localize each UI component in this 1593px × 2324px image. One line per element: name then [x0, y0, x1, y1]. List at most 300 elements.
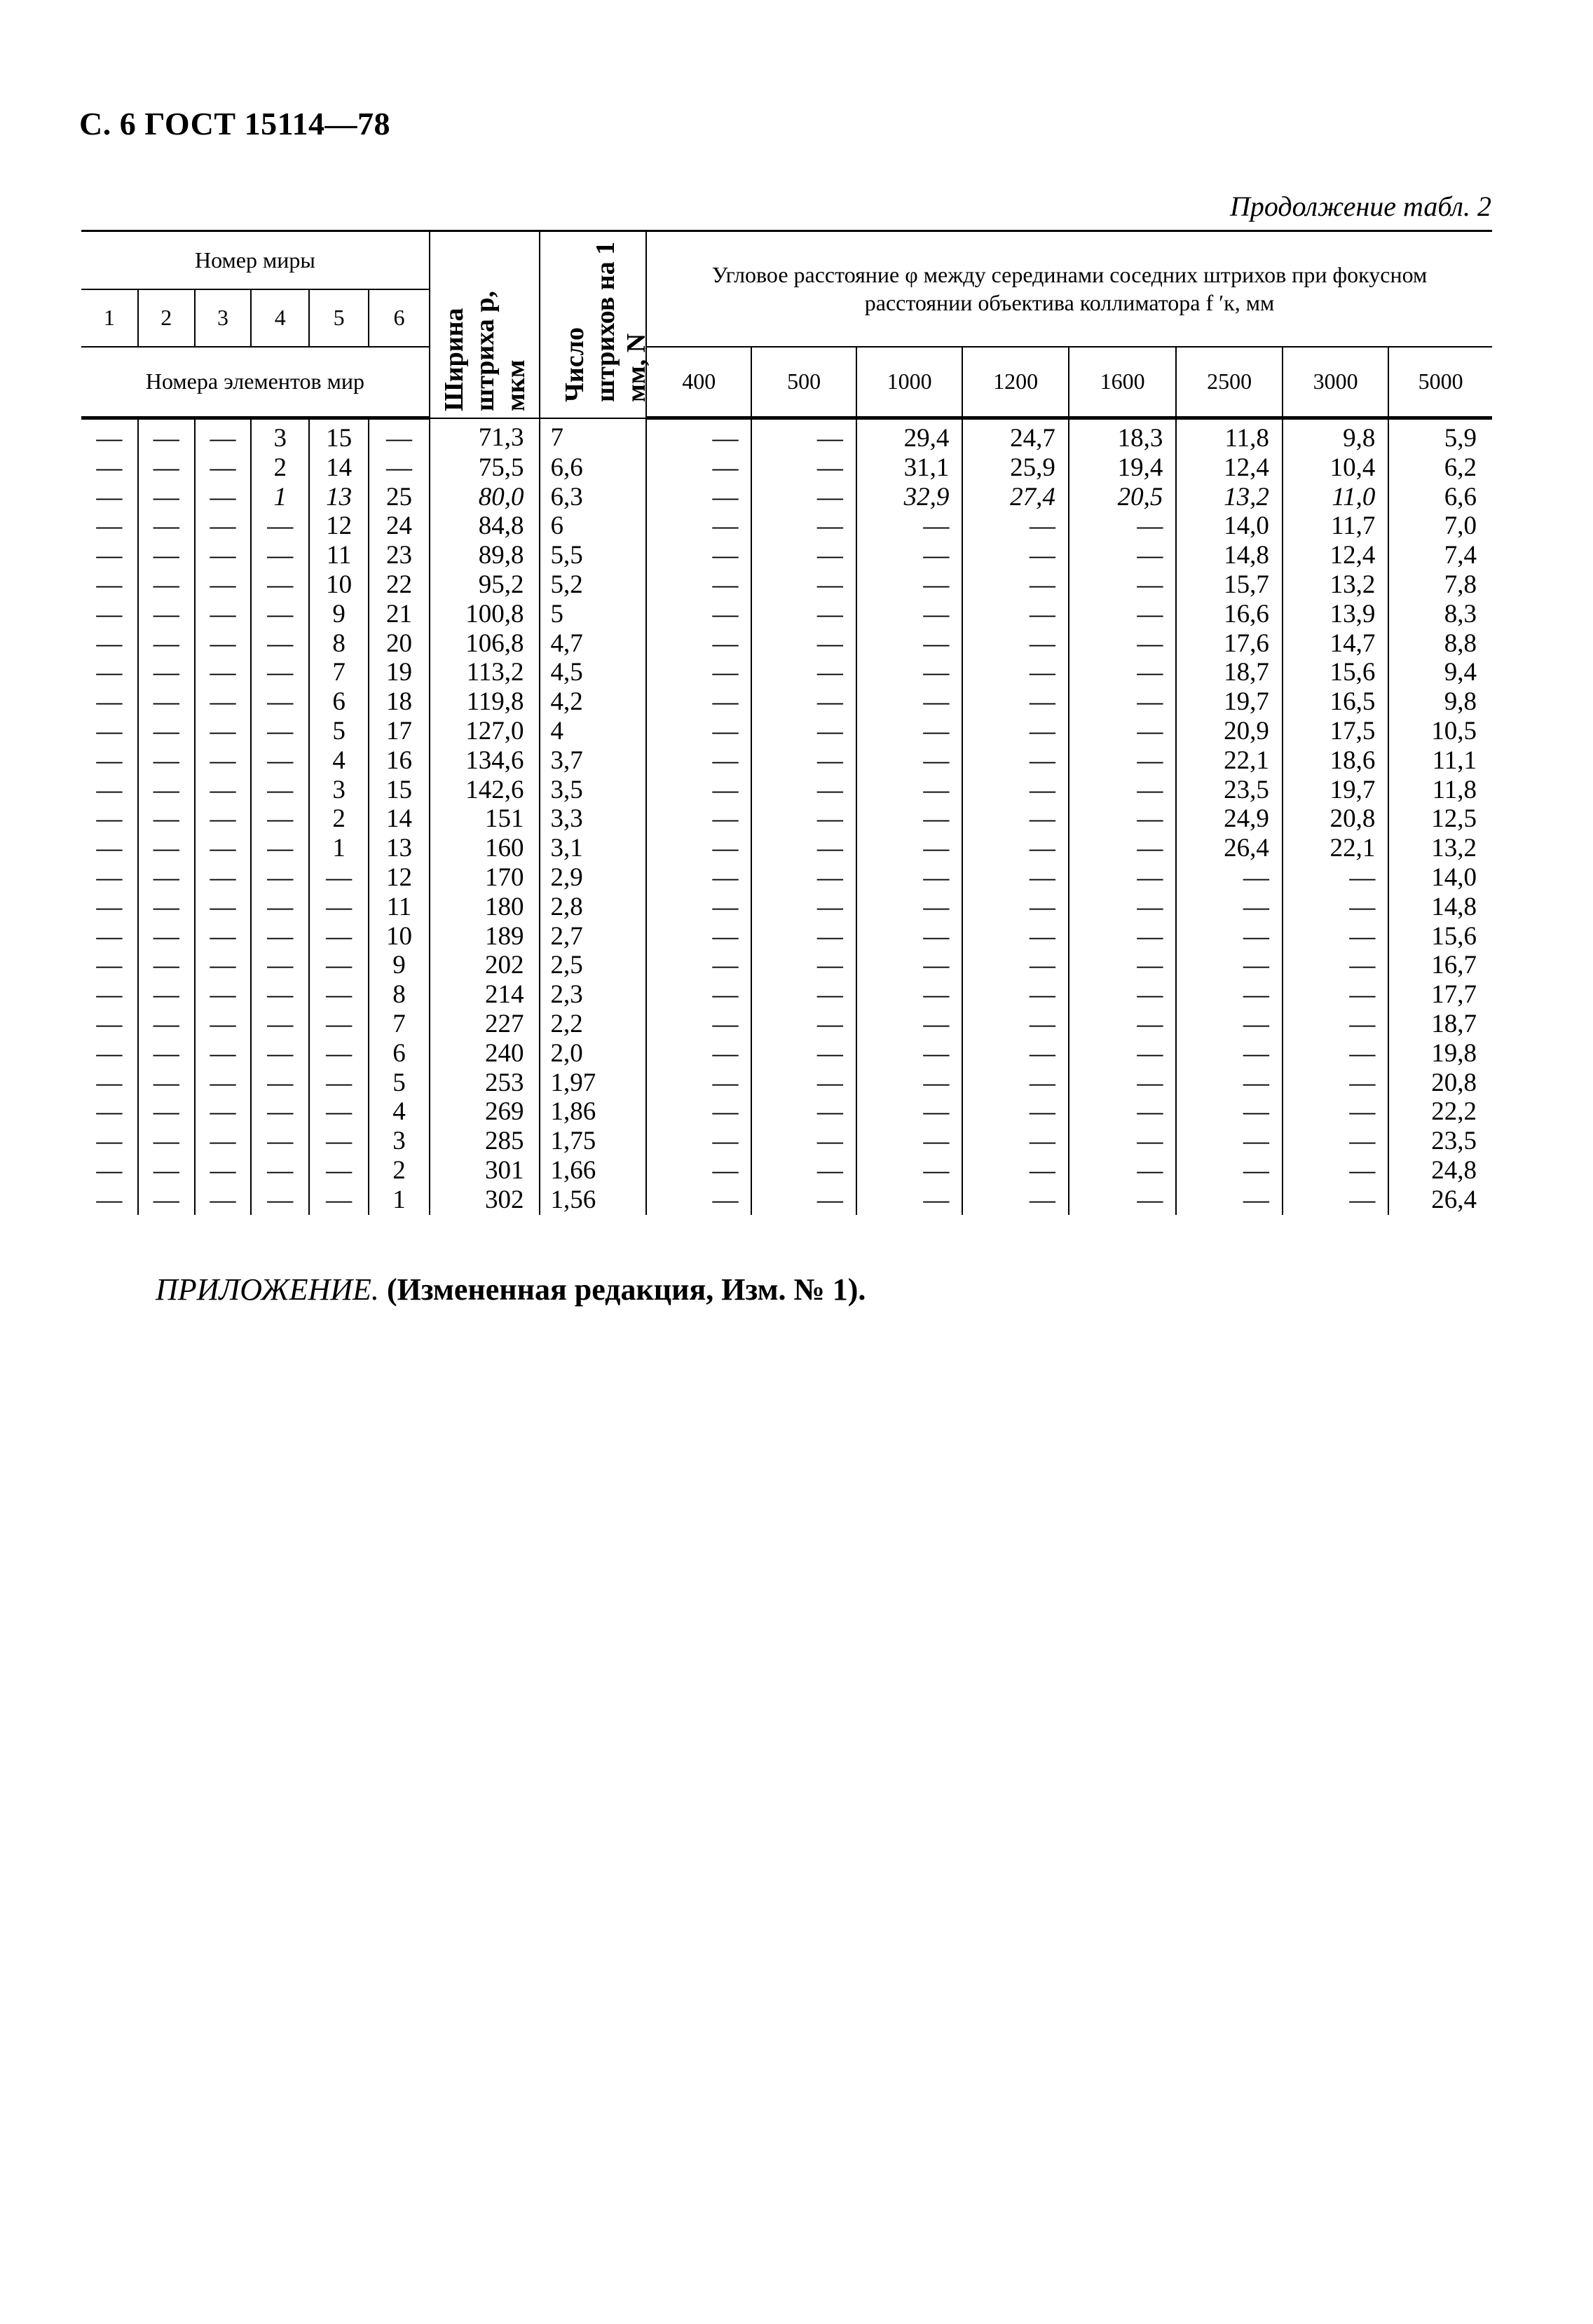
cell-phi-2500: — — [1176, 922, 1282, 951]
cell-mira-3: — — [195, 804, 252, 834]
cell-phi-1600: 18,3 — [1069, 418, 1177, 453]
cell-phi-2500: 19,7 — [1176, 687, 1282, 717]
header-mira-group: Номер миры — [81, 231, 430, 289]
cell-line-count: 7 — [540, 418, 645, 453]
header-line-count — [540, 231, 652, 418]
cell-mira-3: — — [195, 418, 252, 453]
cell-mira-6: 13 — [369, 834, 430, 863]
cell-mira-5: 5 — [309, 717, 369, 746]
cell-phi-400: — — [646, 922, 751, 951]
table-row — [81, 893, 1492, 922]
cell-phi-1600: — — [1069, 541, 1177, 570]
cell-mira-1: — — [81, 1039, 138, 1068]
cell-phi-3000: — — [1283, 1185, 1388, 1215]
cell-phi-400: — — [646, 1068, 751, 1098]
cell-mira-5: — — [309, 951, 369, 980]
cell-mira-5: 11 — [309, 541, 369, 570]
cell-phi-1200: — — [962, 746, 1068, 776]
cell-mira-6: — — [369, 418, 430, 453]
cell-mira-3: — — [195, 980, 252, 1010]
cell-phi-1600: — — [1069, 863, 1177, 893]
cell-line-width: 100,8 — [430, 600, 540, 629]
cell-mira-2: — — [138, 629, 195, 659]
appendix-label: ПРИЛОЖЕНИЕ. — [156, 1272, 379, 1307]
cell-mira-3: — — [195, 658, 252, 687]
cell-phi-2500: — — [1176, 1068, 1282, 1098]
cell-line-width: 240 — [430, 1039, 540, 1068]
cell-mira-1: — — [81, 1156, 138, 1185]
mira-number-5: 5 — [309, 289, 369, 347]
cell-line-count: 2,8 — [540, 893, 645, 922]
cell-mira-1: — — [81, 600, 138, 629]
cell-phi-1600: 19,4 — [1069, 453, 1177, 483]
cell-line-width: 127,0 — [430, 717, 540, 746]
cell-phi-1000: — — [856, 1068, 962, 1098]
cell-phi-5000: 8,8 — [1388, 629, 1492, 659]
focal-2500: 2500 — [1176, 347, 1282, 418]
cell-phi-3000: 11,7 — [1283, 511, 1388, 541]
cell-line-width: 227 — [430, 1010, 540, 1039]
cell-mira-5: 6 — [309, 687, 369, 717]
cell-phi-5000: 13,2 — [1388, 834, 1492, 863]
table-row — [81, 717, 1492, 746]
cell-phi-1600: — — [1069, 717, 1177, 746]
cell-phi-400: — — [646, 1127, 751, 1156]
cell-mira-5: — — [309, 1127, 369, 1156]
cell-phi-1200: — — [962, 863, 1068, 893]
cell-phi-5000: 17,7 — [1388, 980, 1492, 1010]
cell-phi-1600: 20,5 — [1069, 483, 1177, 512]
cell-mira-1: — — [81, 776, 138, 805]
cell-phi-1600: — — [1069, 834, 1177, 863]
cell-phi-1000: — — [856, 1010, 962, 1039]
cell-phi-400: — — [646, 804, 751, 834]
cell-phi-2500: 11,8 — [1176, 418, 1282, 453]
table-row — [81, 834, 1492, 863]
cell-mira-6: 20 — [369, 629, 430, 659]
cell-mira-1: — — [81, 483, 138, 512]
cell-phi-2500: 23,5 — [1176, 776, 1282, 805]
cell-mira-1: — — [81, 804, 138, 834]
cell-phi-400: — — [646, 980, 751, 1010]
cell-phi-5000: 7,4 — [1388, 541, 1492, 570]
cell-phi-5000: 15,6 — [1388, 922, 1492, 951]
cell-line-count: 1,75 — [540, 1127, 645, 1156]
table-row — [81, 658, 1492, 687]
cell-mira-1: — — [81, 1010, 138, 1039]
cell-phi-2500: 12,4 — [1176, 453, 1282, 483]
cell-mira-1: — — [81, 746, 138, 776]
cell-mira-2: — — [138, 746, 195, 776]
cell-mira-4: — — [251, 746, 309, 776]
cell-mira-6: 18 — [369, 687, 430, 717]
cell-phi-500: — — [751, 600, 856, 629]
cell-line-count: 4,5 — [540, 658, 645, 687]
cell-mira-6: 3 — [369, 1127, 430, 1156]
cell-mira-1: — — [81, 922, 138, 951]
cell-phi-3000: 22,1 — [1283, 834, 1388, 863]
cell-mira-4: — — [251, 1127, 309, 1156]
cell-mira-2: — — [138, 1010, 195, 1039]
cell-phi-5000: 5,9 — [1388, 418, 1492, 453]
cell-phi-3000: — — [1283, 1039, 1388, 1068]
cell-line-width: 89,8 — [430, 541, 540, 570]
cell-phi-1200: — — [962, 980, 1068, 1010]
cell-mira-4: — — [251, 717, 309, 746]
cell-phi-3000: 13,9 — [1283, 600, 1388, 629]
cell-line-width: 269 — [430, 1097, 540, 1127]
cell-phi-2500: 13,2 — [1176, 483, 1282, 512]
cell-phi-1200: — — [962, 834, 1068, 863]
cell-phi-5000: 20,8 — [1388, 1068, 1492, 1098]
cell-mira-3: — — [195, 1039, 252, 1068]
cell-mira-6: 12 — [369, 863, 430, 893]
cell-phi-400: — — [646, 746, 751, 776]
cell-phi-1000: — — [856, 629, 962, 659]
cell-mira-6: 4 — [369, 1097, 430, 1127]
cell-phi-500: — — [751, 863, 856, 893]
cell-mira-4: — — [251, 834, 309, 863]
cell-phi-500: — — [751, 1127, 856, 1156]
focal-400: 400 — [646, 347, 751, 418]
cell-mira-3: — — [195, 834, 252, 863]
cell-mira-5: — — [309, 1068, 369, 1098]
cell-phi-400: — — [646, 511, 751, 541]
cell-mira-6: — — [369, 453, 430, 483]
table-row — [81, 483, 1492, 512]
cell-mira-5: 12 — [309, 511, 369, 541]
cell-mira-1: — — [81, 1068, 138, 1098]
cell-phi-1000: — — [856, 863, 962, 893]
cell-phi-500: — — [751, 980, 856, 1010]
cell-phi-3000: 11,0 — [1283, 483, 1388, 512]
cell-phi-500: — — [751, 1039, 856, 1068]
cell-phi-400: — — [646, 418, 751, 453]
cell-mira-4: 2 — [251, 453, 309, 483]
table-row — [81, 746, 1492, 776]
cell-line-width: 253 — [430, 1068, 540, 1098]
cell-mira-1: — — [81, 1185, 138, 1215]
cell-mira-2: — — [138, 418, 195, 453]
cell-line-width: 106,8 — [430, 629, 540, 659]
cell-mira-2: — — [138, 570, 195, 600]
cell-phi-2500: — — [1176, 1010, 1282, 1039]
table-row — [81, 687, 1492, 717]
cell-phi-500: — — [751, 922, 856, 951]
cell-line-count: 4,7 — [540, 629, 645, 659]
cell-phi-1600: — — [1069, 951, 1177, 980]
cell-line-width: 189 — [430, 922, 540, 951]
cell-phi-1000: — — [856, 922, 962, 951]
cell-phi-500: — — [751, 804, 856, 834]
cell-phi-400: — — [646, 453, 751, 483]
cell-line-width: 160 — [430, 834, 540, 863]
cell-mira-2: — — [138, 658, 195, 687]
cell-phi-500: — — [751, 570, 856, 600]
cell-mira-2: — — [138, 834, 195, 863]
cell-mira-5: 7 — [309, 658, 369, 687]
cell-mira-3: — — [195, 863, 252, 893]
cell-phi-5000: 22,2 — [1388, 1097, 1492, 1127]
cell-mira-5: 4 — [309, 746, 369, 776]
cell-line-count: 2,9 — [540, 863, 645, 893]
cell-phi-2500: — — [1176, 1039, 1282, 1068]
cell-mira-6: 22 — [369, 570, 430, 600]
cell-mira-6: 16 — [369, 746, 430, 776]
cell-mira-2: — — [138, 1185, 195, 1215]
table-row — [81, 511, 1492, 541]
cell-phi-5000: 7,8 — [1388, 570, 1492, 600]
header-line-count-text: Число штрихов на 1 мм, N — [560, 241, 652, 403]
header-line-width-text: Ширина штриха p, мкм — [439, 290, 531, 411]
cell-phi-1200: — — [962, 922, 1068, 951]
cell-phi-500: — — [751, 511, 856, 541]
cell-phi-400: — — [646, 629, 751, 659]
cell-phi-2500: — — [1176, 1156, 1282, 1185]
cell-mira-2: — — [138, 687, 195, 717]
cell-mira-4: — — [251, 1097, 309, 1127]
cell-mira-2: — — [138, 1156, 195, 1185]
cell-phi-3000: — — [1283, 951, 1388, 980]
cell-phi-3000: 12,4 — [1283, 541, 1388, 570]
cell-line-width: 202 — [430, 951, 540, 980]
cell-phi-1000: — — [856, 658, 962, 687]
cell-line-width: 119,8 — [430, 687, 540, 717]
cell-mira-3: — — [195, 1185, 252, 1215]
cell-phi-1000: — — [856, 1039, 962, 1068]
cell-phi-2500: 18,7 — [1176, 658, 1282, 687]
cell-mira-1: — — [81, 453, 138, 483]
cell-mira-2: — — [138, 776, 195, 805]
header-angular-distance-text: Угловое расстояние φ между серединами соседних штрихов при фокусном расстоянии объектива коллиматора f ′к, мм — [711, 262, 1428, 316]
cell-phi-1000: — — [856, 600, 962, 629]
cell-line-width: 80,0 — [430, 483, 540, 512]
cell-mira-5: 13 — [309, 483, 369, 512]
cell-phi-1600: — — [1069, 600, 1177, 629]
cell-phi-500: — — [751, 834, 856, 863]
cell-line-count: 2,5 — [540, 951, 645, 980]
cell-mira-5: — — [309, 863, 369, 893]
cell-phi-5000: 6,6 — [1388, 483, 1492, 512]
cell-phi-1200: — — [962, 1010, 1068, 1039]
cell-phi-3000: 9,8 — [1283, 418, 1388, 453]
cell-phi-1200: — — [962, 600, 1068, 629]
cell-line-width: 180 — [430, 893, 540, 922]
cell-mira-2: — — [138, 511, 195, 541]
cell-phi-2500: — — [1176, 893, 1282, 922]
cell-mira-4: — — [251, 980, 309, 1010]
mira-number-4: 4 — [251, 289, 309, 347]
cell-mira-3: — — [195, 1068, 252, 1098]
cell-mira-1: — — [81, 1097, 138, 1127]
header-element-numbers: Номера элементов мир — [81, 347, 430, 418]
cell-phi-3000: — — [1283, 863, 1388, 893]
cell-phi-500: — — [751, 483, 856, 512]
cell-mira-3: — — [195, 570, 252, 600]
cell-phi-400: — — [646, 1185, 751, 1215]
cell-phi-1200: — — [962, 1068, 1068, 1098]
cell-mira-6: 25 — [369, 483, 430, 512]
table-row — [81, 453, 1492, 483]
cell-phi-400: — — [646, 834, 751, 863]
cell-phi-400: — — [646, 1010, 751, 1039]
cell-mira-3: — — [195, 483, 252, 512]
cell-mira-3: — — [195, 717, 252, 746]
cell-phi-3000: — — [1283, 980, 1388, 1010]
cell-mira-5: 3 — [309, 776, 369, 805]
cell-line-count: 4 — [540, 717, 645, 746]
cell-line-width: 71,3 — [430, 418, 540, 453]
cell-mira-1: — — [81, 717, 138, 746]
cell-mira-6: 1 — [369, 1185, 430, 1215]
table-row — [81, 863, 1492, 893]
table-row — [81, 1039, 1492, 1068]
cell-phi-500: — — [751, 629, 856, 659]
table-body — [81, 418, 1492, 1215]
cell-phi-500: — — [751, 746, 856, 776]
mira-number-2: 2 — [138, 289, 195, 347]
cell-phi-500: — — [751, 1156, 856, 1185]
cell-phi-400: — — [646, 1156, 751, 1185]
cell-mira-3: — — [195, 746, 252, 776]
table-row — [81, 1068, 1492, 1098]
table-row — [81, 1185, 1492, 1215]
cell-line-count: 5,5 — [540, 541, 645, 570]
mira-number-3: 3 — [195, 289, 252, 347]
focal-1200: 1200 — [962, 347, 1068, 418]
cell-phi-1200: — — [962, 1185, 1068, 1215]
cell-phi-5000: 14,8 — [1388, 893, 1492, 922]
cell-phi-1600: — — [1069, 1010, 1177, 1039]
cell-mira-5: 8 — [309, 629, 369, 659]
table-row — [81, 776, 1492, 805]
focal-3000: 3000 — [1283, 347, 1388, 418]
cell-phi-1600: — — [1069, 658, 1177, 687]
cell-line-count: 2,3 — [540, 980, 645, 1010]
table-row — [81, 541, 1492, 570]
cell-mira-1: — — [81, 951, 138, 980]
cell-mira-2: — — [138, 1097, 195, 1127]
cell-line-width: 285 — [430, 1127, 540, 1156]
cell-phi-1200: 27,4 — [962, 483, 1068, 512]
cell-phi-2500: 14,0 — [1176, 511, 1282, 541]
cell-phi-5000: 19,8 — [1388, 1039, 1492, 1068]
cell-phi-400: — — [646, 717, 751, 746]
cell-line-count: 3,3 — [540, 804, 645, 834]
cell-mira-1: — — [81, 980, 138, 1010]
table-row — [81, 980, 1492, 1010]
cell-phi-2500: — — [1176, 1185, 1282, 1215]
cell-mira-4: — — [251, 511, 309, 541]
cell-mira-2: — — [138, 922, 195, 951]
cell-phi-5000: 11,8 — [1388, 776, 1492, 805]
cell-phi-1000: — — [856, 1156, 962, 1185]
cell-phi-5000: 26,4 — [1388, 1185, 1492, 1215]
cell-mira-4: — — [251, 600, 309, 629]
cell-mira-5: — — [309, 1039, 369, 1068]
cell-mira-3: — — [195, 541, 252, 570]
cell-mira-1: — — [81, 863, 138, 893]
appendix-note — [156, 1272, 866, 1307]
cell-phi-400: — — [646, 776, 751, 805]
cell-mira-4: — — [251, 776, 309, 805]
cell-mira-2: — — [138, 804, 195, 834]
cell-phi-1000: — — [856, 804, 962, 834]
cell-phi-1000: — — [856, 834, 962, 863]
cell-mira-4: — — [251, 893, 309, 922]
cell-mira-4: — — [251, 1068, 309, 1098]
cell-mira-1: — — [81, 629, 138, 659]
cell-phi-1600: — — [1069, 980, 1177, 1010]
cell-phi-1000: — — [856, 687, 962, 717]
cell-line-width: 170 — [430, 863, 540, 893]
cell-phi-1000: — — [856, 951, 962, 980]
cell-phi-1200: — — [962, 629, 1068, 659]
cell-phi-1200: — — [962, 893, 1068, 922]
cell-phi-500: — — [751, 776, 856, 805]
focal-5000: 5000 — [1388, 347, 1492, 418]
cell-line-width: 142,6 — [430, 776, 540, 805]
cell-phi-2500: 22,1 — [1176, 746, 1282, 776]
cell-phi-5000: 23,5 — [1388, 1127, 1492, 1156]
cell-phi-1600: — — [1069, 893, 1177, 922]
cell-mira-4: — — [251, 1039, 309, 1068]
appendix-text: (Измененная редакция, Изм. № 1). — [386, 1272, 866, 1307]
cell-mira-5: — — [309, 922, 369, 951]
cell-phi-5000: 8,3 — [1388, 600, 1492, 629]
cell-phi-500: — — [751, 1010, 856, 1039]
cell-mira-2: — — [138, 1068, 195, 1098]
cell-phi-500: — — [751, 658, 856, 687]
cell-mira-4: — — [251, 629, 309, 659]
cell-phi-400: — — [646, 893, 751, 922]
cell-mira-1: — — [81, 687, 138, 717]
cell-phi-3000: 10,4 — [1283, 453, 1388, 483]
cell-phi-1200: — — [962, 687, 1068, 717]
cell-mira-3: — — [195, 893, 252, 922]
cell-line-count: 6,6 — [540, 453, 645, 483]
cell-phi-1200: — — [962, 1097, 1068, 1127]
table-row — [81, 1010, 1492, 1039]
cell-phi-3000: — — [1283, 1156, 1388, 1185]
header-angular-distance — [646, 231, 1492, 347]
cell-mira-4: — — [251, 1156, 309, 1185]
cell-mira-4: — — [251, 570, 309, 600]
header-line-width — [430, 231, 540, 418]
cell-phi-2500: 17,6 — [1176, 629, 1282, 659]
cell-phi-2500: 16,6 — [1176, 600, 1282, 629]
table-row — [81, 922, 1492, 951]
cell-phi-1200: — — [962, 1156, 1068, 1185]
cell-mira-3: — — [195, 776, 252, 805]
cell-phi-1200: — — [962, 951, 1068, 980]
table-row — [81, 1156, 1492, 1185]
cell-mira-4: — — [251, 541, 309, 570]
cell-phi-5000: 16,7 — [1388, 951, 1492, 980]
cell-mira-4: — — [251, 922, 309, 951]
cell-phi-1000: — — [856, 980, 962, 1010]
cell-phi-2500: 20,9 — [1176, 717, 1282, 746]
cell-mira-3: — — [195, 951, 252, 980]
cell-phi-1600: — — [1069, 1185, 1177, 1215]
table-row — [81, 600, 1492, 629]
cell-phi-5000: 6,2 — [1388, 453, 1492, 483]
cell-mira-2: — — [138, 951, 195, 980]
cell-mira-5: — — [309, 1010, 369, 1039]
cell-phi-3000: — — [1283, 922, 1388, 951]
cell-phi-400: — — [646, 658, 751, 687]
cell-mira-2: — — [138, 1127, 195, 1156]
